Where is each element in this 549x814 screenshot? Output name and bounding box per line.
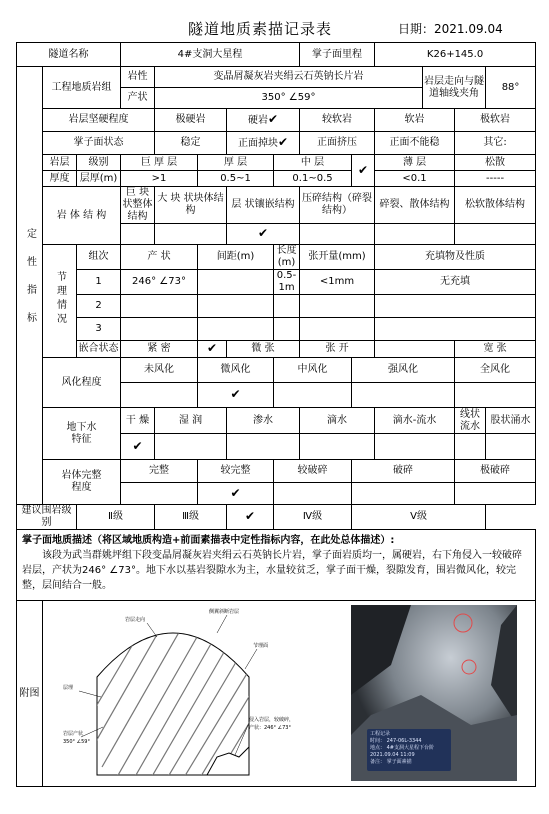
photo-watermark: 工程记录 时间： 247-06L-3344 地点： 4#支洞大星程下台阶 2021.09.04 11:09 备注： 掌子面素描 xyxy=(367,729,451,771)
table-row: 1 246° ∠73° 0.5-1m <1mm 无充填 xyxy=(17,270,536,295)
sketch-label: 岩层走向 xyxy=(125,617,146,623)
attitude-value: 350° ∠59° xyxy=(155,88,423,109)
groundwater-option: 滴水 xyxy=(300,408,375,434)
sketch-label: 层理 xyxy=(63,685,74,691)
structure-option: 层 状镶嵌结构 xyxy=(227,187,300,224)
level-option: 松散 xyxy=(455,155,536,171)
check-mark-icon: ✔ xyxy=(230,387,241,401)
weathering-option: 强风化 xyxy=(352,358,455,383)
level-option: 中 层 xyxy=(274,155,352,171)
structure-option: 碎裂、散体结构 xyxy=(375,187,455,224)
contact-option: 宽 张 xyxy=(455,341,536,358)
groundwater-option: 渗水 xyxy=(227,408,300,434)
integrity-option: 完整 xyxy=(121,460,198,483)
contact-option: 紧 密 xyxy=(121,341,198,358)
rock-type-label: 岩性 xyxy=(121,67,155,88)
sketch-label: 产状：246° ∠73° xyxy=(249,725,291,731)
joint-header: 产 状 xyxy=(121,245,198,270)
thickness-value: ----- xyxy=(455,171,536,187)
joint-header: 充填物及性质 xyxy=(375,245,536,270)
face-state-option: 正面不能稳 xyxy=(375,132,455,155)
contact-option: 张 开 xyxy=(300,341,375,358)
thickness-value: 0.1~0.5 xyxy=(274,171,352,187)
structure-label: 岩 体 结 构 xyxy=(43,187,121,245)
grade-option: Ⅳ级 xyxy=(274,505,352,530)
weathering-option: 中风化 xyxy=(274,358,352,383)
check-mark-icon: ✔ xyxy=(277,135,289,149)
record-date: 日期：2021.09.04 xyxy=(398,22,503,36)
integrity-check xyxy=(198,483,274,505)
integrity-label: 岩体完整 程度 xyxy=(43,460,121,505)
check-mark-icon: ✔ xyxy=(230,485,241,500)
contact-option: 微 张 xyxy=(227,341,300,358)
face-state-option: 其它: xyxy=(455,132,536,155)
hardness-option: 极软岩 xyxy=(455,109,536,132)
thickness-label: 厚度 xyxy=(43,171,77,187)
face-description xyxy=(17,530,536,601)
joints-label: 节理情况 xyxy=(43,245,77,358)
structure-option: 大 块 状块体结构 xyxy=(155,187,227,224)
sketch-label: 侵入岩层，较破碎， xyxy=(249,717,295,723)
page-title: 隧道地质素描记录表 xyxy=(188,20,333,38)
check-mark-icon: ✔ xyxy=(132,438,143,453)
joint-header: 张开量(mm) xyxy=(300,245,375,270)
weathering-option: 微风化 xyxy=(198,358,274,383)
grade-option: Ⅱ级 xyxy=(77,505,155,530)
face-photo xyxy=(351,605,517,781)
attach-area xyxy=(43,601,536,787)
thickness-value: >1 xyxy=(121,171,198,187)
face-mileage-label: 掌子面里程 xyxy=(300,43,375,67)
strike-angle-value: 88° xyxy=(486,67,536,109)
thickness-check xyxy=(352,155,375,187)
check-mark-icon: ✔ xyxy=(206,341,218,355)
strike-angle-label: 岩层走向与隧道轴线夹角 xyxy=(423,67,486,109)
structure-option: 压碎结构（碎裂结构） xyxy=(300,187,375,224)
joint-header: 间距(m) xyxy=(198,245,274,270)
groundwater-label: 地下水 特征 xyxy=(43,408,121,460)
groundwater-option: 股状涌水 xyxy=(486,408,536,434)
thickness-value: <0.1 xyxy=(375,171,455,187)
grade-check xyxy=(227,505,274,530)
table-row: 2 xyxy=(17,295,536,318)
hardness-option: 较软岩 xyxy=(300,109,375,132)
groundwater-option: 线状流水 xyxy=(455,408,486,434)
groundwater-option: 滴水-流水 xyxy=(375,408,455,434)
thickness-value: 0.5~1 xyxy=(198,171,274,187)
joint-header: 长度(m) xyxy=(274,245,300,270)
level-option: 厚 层 xyxy=(198,155,274,171)
geology-table xyxy=(16,42,536,787)
face-state-option: 稳定 xyxy=(155,132,227,155)
face-state-option: 正面掉块✔ xyxy=(227,132,300,155)
tunnel-name-value: 4#支洞大星程 xyxy=(121,43,300,67)
attach-label: 附图 xyxy=(17,601,43,787)
integrity-option: 较完整 xyxy=(198,460,274,483)
side-label: 定性指标 xyxy=(17,67,43,505)
rock-type-value: 变晶屑凝灰岩夹绢云石英钠长片岩 xyxy=(155,67,423,88)
level-option: 巨 厚 层 xyxy=(121,155,198,171)
table-row: 3 xyxy=(17,318,536,341)
title-bar xyxy=(0,18,549,42)
weathering-check xyxy=(198,383,274,408)
thickness-label: 岩层 xyxy=(43,155,77,171)
structure-check xyxy=(227,224,300,245)
level-label: 级别 xyxy=(77,155,121,171)
structure-option: 巨 块 状整体结构 xyxy=(122,187,153,222)
check-mark-icon: ✔ xyxy=(257,226,269,240)
description-body: 该段为武当群姚坪组下段变晶屑凝灰岩夹绢云石英钠长片岩，掌子面岩质均一，属硬岩，右下角侵入一较破碎岩层，产状为246° ∠73°。地下水以基岩裂隙水为主，水量较贫乏，掌子面干燥，裂隙发育，围岩微风化，较完整，层间结合一般。 xyxy=(22,550,522,591)
weathering-option: 全风化 xyxy=(455,358,536,383)
sketch-label: 侧翼斜断岩层 xyxy=(209,609,240,615)
hardness-option: 软岩 xyxy=(375,109,455,132)
grade-label: 建议围岩级别 xyxy=(17,505,77,530)
sketch-label: 350° ∠59° xyxy=(63,739,90,745)
weathering-label: 风化程度 xyxy=(43,358,121,408)
hardness-option: 极硬岩 xyxy=(155,109,227,132)
face-sketch xyxy=(57,607,295,782)
grade-option: Ⅴ级 xyxy=(352,505,486,530)
integrity-option: 极破碎 xyxy=(455,460,536,483)
face-state-label: 掌子面状态 xyxy=(43,132,155,155)
attitude-label: 产状 xyxy=(121,88,155,109)
joint-header: 组次 xyxy=(77,245,121,270)
check-mark-icon: ✔ xyxy=(244,509,256,523)
level-option: 薄 层 xyxy=(375,155,455,171)
description-title: 掌子面地质描述（将区域地质构造+前面素描表中定性指标内容，在此处总体描述）: xyxy=(22,535,395,546)
weathering-option: 未风化 xyxy=(121,358,198,383)
sketch-label: 岩层产状 xyxy=(63,731,84,737)
integrity-option: 较破碎 xyxy=(274,460,352,483)
hardness-option: 硬岩✔ xyxy=(227,109,300,132)
contact-label: 嵌合状态 xyxy=(77,341,121,358)
face-state-option: 正面挤压 xyxy=(300,132,375,155)
check-mark-icon: ✔ xyxy=(267,112,279,126)
sketch-label: 节理面 xyxy=(253,643,269,649)
check-mark-icon: ✔ xyxy=(358,162,369,177)
layer-thick-label: 层厚(m) xyxy=(77,171,121,187)
face-mileage-value: K26+145.0 xyxy=(375,43,536,67)
tunnel-name-label: 隧道名称 xyxy=(17,43,121,67)
rock-group-label: 工程地质岩组 xyxy=(43,67,121,109)
grade-option: Ⅲ级 xyxy=(155,505,227,530)
groundwater-option: 干 燥 xyxy=(121,408,155,434)
groundwater-check xyxy=(121,434,155,460)
hardness-label: 岩层坚硬程度 xyxy=(43,109,155,132)
contact-check xyxy=(198,341,227,358)
structure-option: 松软散体结构 xyxy=(455,187,536,224)
integrity-option: 破碎 xyxy=(352,460,455,483)
groundwater-option: 湿 润 xyxy=(155,408,227,434)
